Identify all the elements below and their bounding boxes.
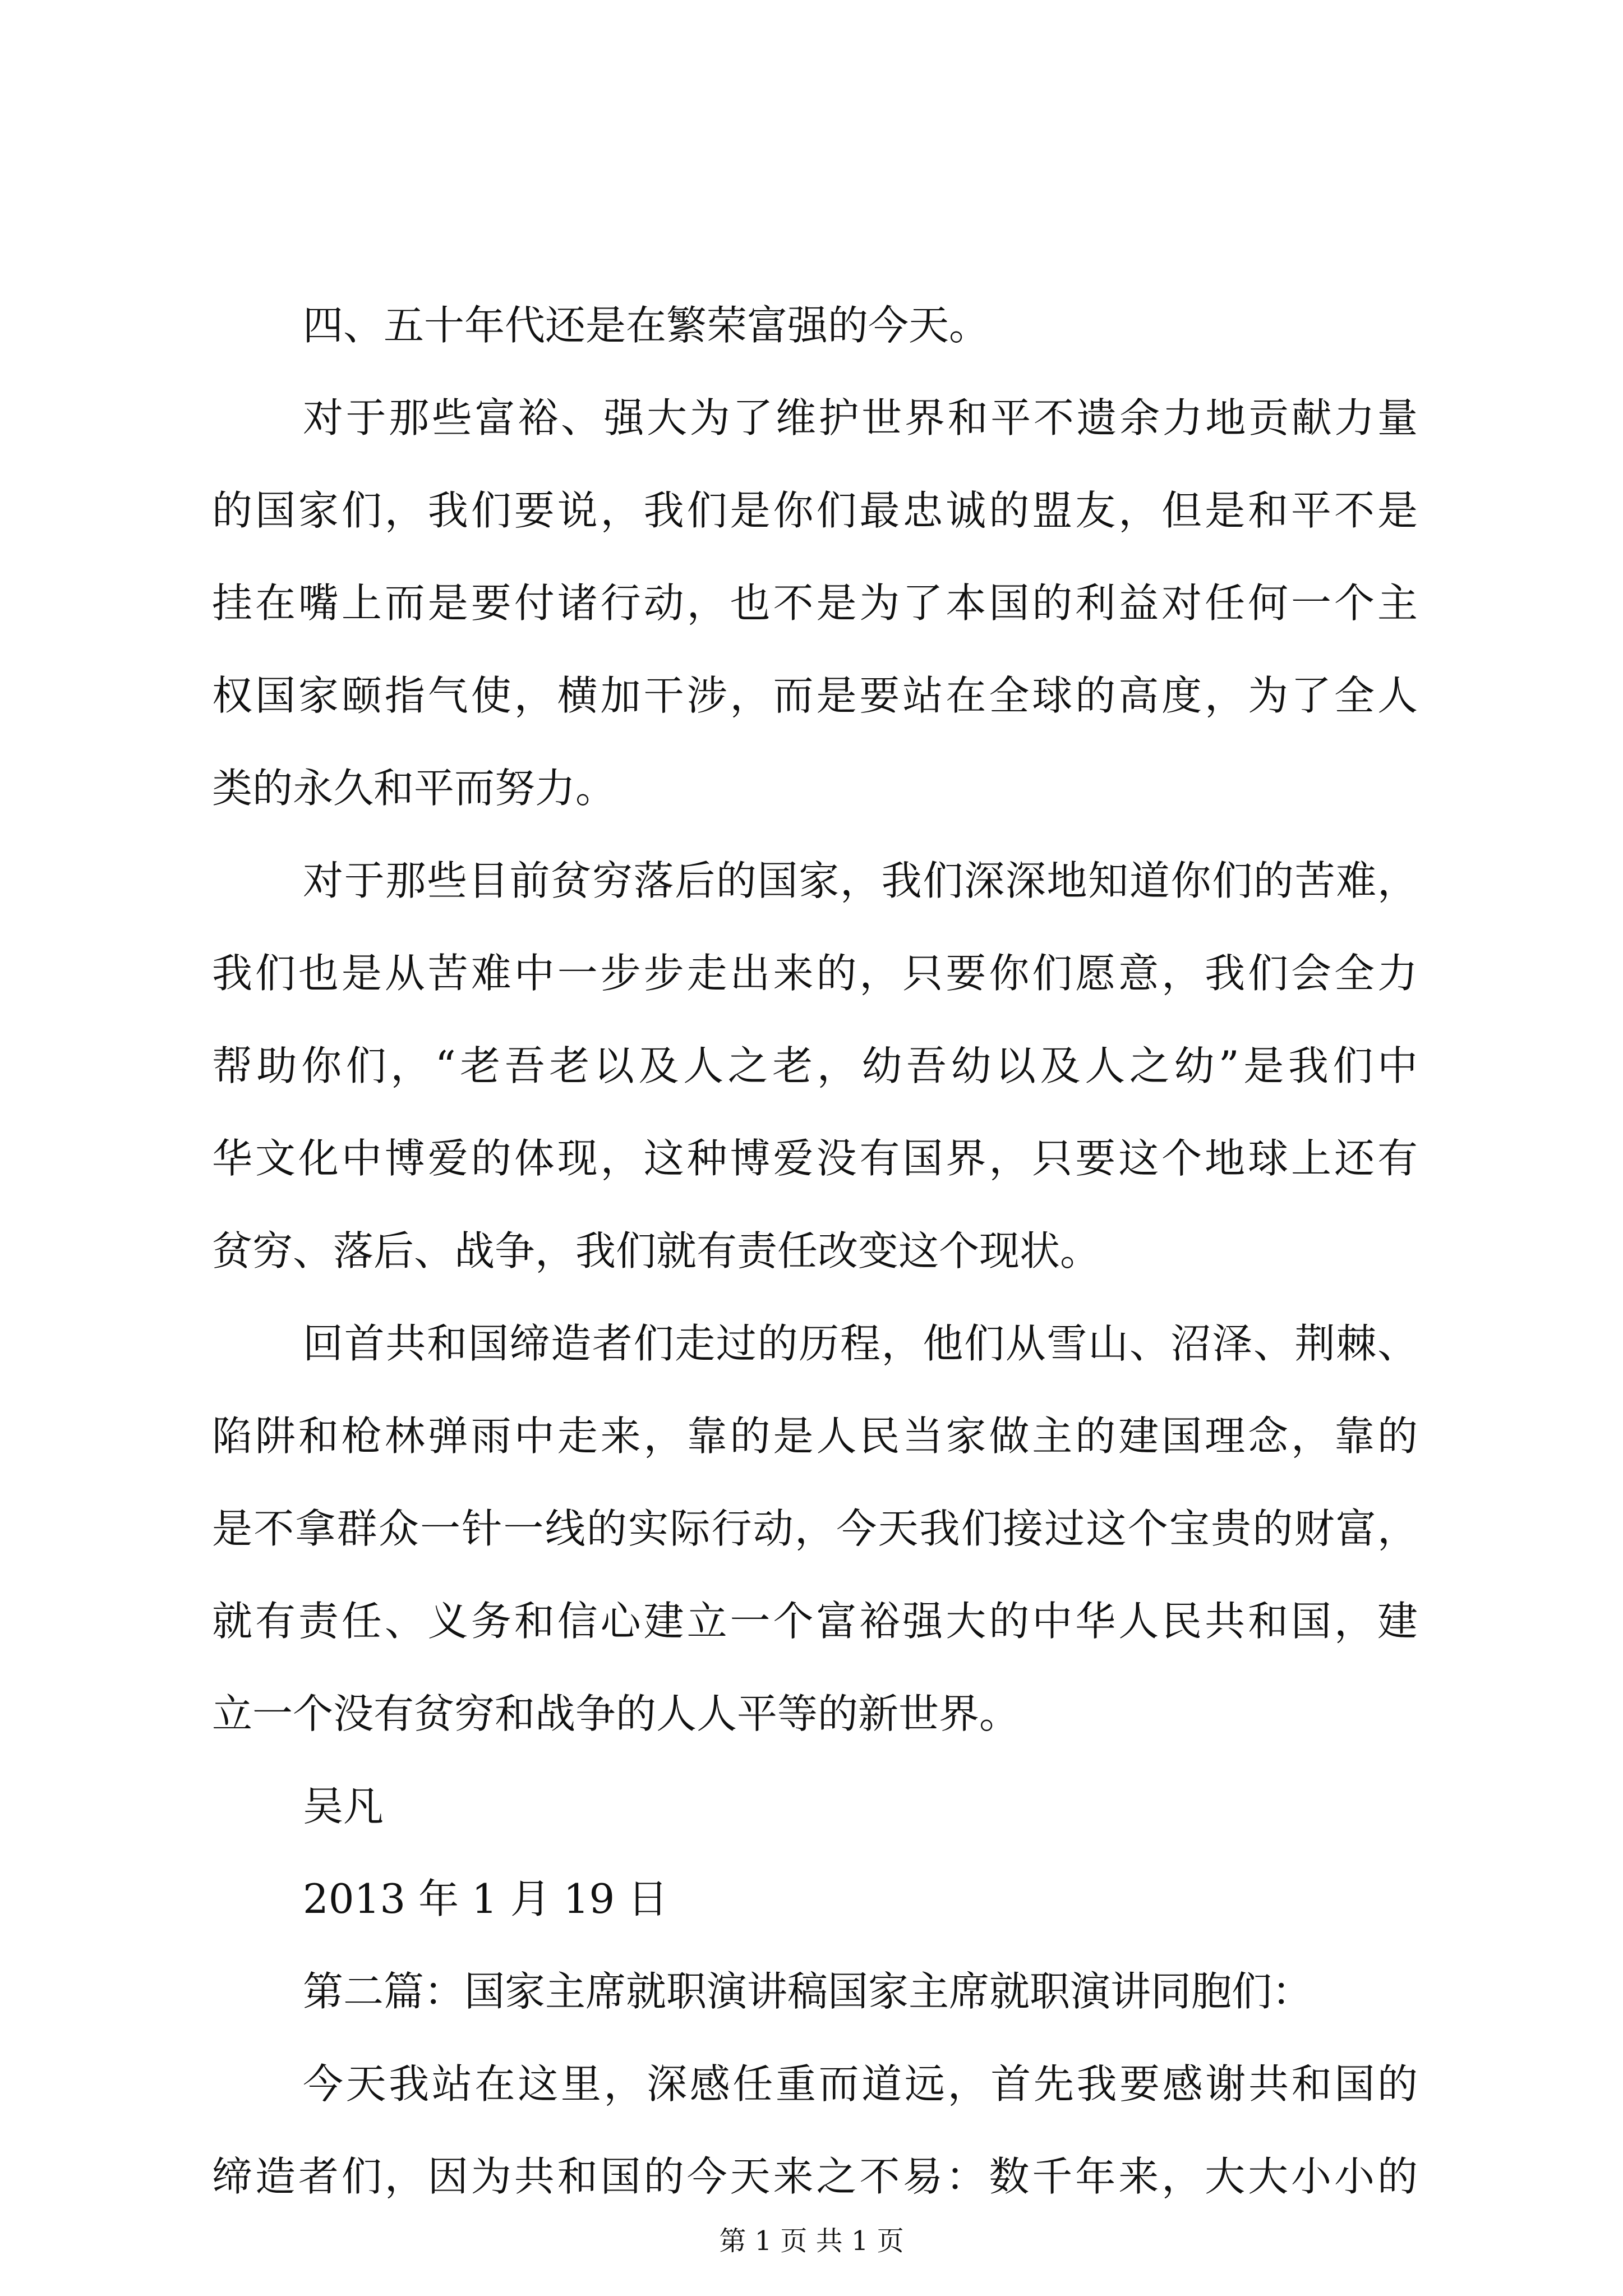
- text-line: 华文化中博爱的体现，这种博爱没有国界，只要这个地球上还有: [212, 1135, 1418, 1182]
- text-line: 陷阱和枪林弹雨中走来，靠的是人民当家做主的建国理念，靠的: [212, 1412, 1418, 1460]
- text-line: 对于那些目前贫穷落后的国家，我们深深地知道你们的苦难，: [303, 857, 1418, 904]
- text-line: 立一个没有贫穷和战争的人人平等的新世界。: [212, 1690, 1020, 1737]
- signature-date: 2013 年 1 月 19 日: [303, 1875, 668, 1922]
- text-line: 缔造者们，因为共和国的今天来之不易：数千年来，大大小小的: [212, 2153, 1418, 2200]
- text-line: 的国家们，我们要说，我们是你们最忠诚的盟友，但是和平不是: [212, 487, 1418, 534]
- page-footer: 第 1 页 共 1 页: [719, 2225, 904, 2257]
- text-line: 就有责任、义务和信心建立一个富裕强大的中华人民共和国，建: [212, 1598, 1418, 1645]
- signature-name: 吴凡: [303, 1783, 384, 1830]
- text-line: 对于那些富裕、强大为了维护世界和平不遗余力地贡献力量: [303, 394, 1418, 441]
- text-line: 类的永久和平而努力。: [212, 765, 616, 812]
- text-line: 今天我站在这里，深感任重而道远，首先我要感谢共和国的: [303, 2060, 1418, 2108]
- text-line: 贫穷、落后、战争，我们就有责任改变这个现状。: [212, 1227, 1101, 1274]
- text-line: 权国家颐指气使，横加干涉，而是要站在全球的高度，为了全人: [212, 672, 1418, 719]
- text-line: 帮助你们，“老吾老以及人之老，幼吾幼以及人之幼”是我们中: [212, 1042, 1418, 1089]
- text-line: 回首共和国缔造者们走过的历程，他们从雪山、沼泽、荆棘、: [303, 1320, 1418, 1367]
- text-line: 是不拿群众一针一线的实际行动，今天我们接过这个宝贵的财富，: [212, 1505, 1418, 1552]
- text-line: 挂在嘴上而是要付诸行动，也不是为了本国的利益对任何一个主: [212, 579, 1418, 627]
- text-line: 四、五十年代还是在繁荣富强的今天。: [303, 302, 990, 349]
- text-line: 我们也是从苦难中一步步走出来的，只要你们愿意，我们会全力: [212, 950, 1418, 997]
- section-heading: 第二篇：国家主席就职演讲稿国家主席就职演讲同胞们：: [303, 1968, 1313, 2015]
